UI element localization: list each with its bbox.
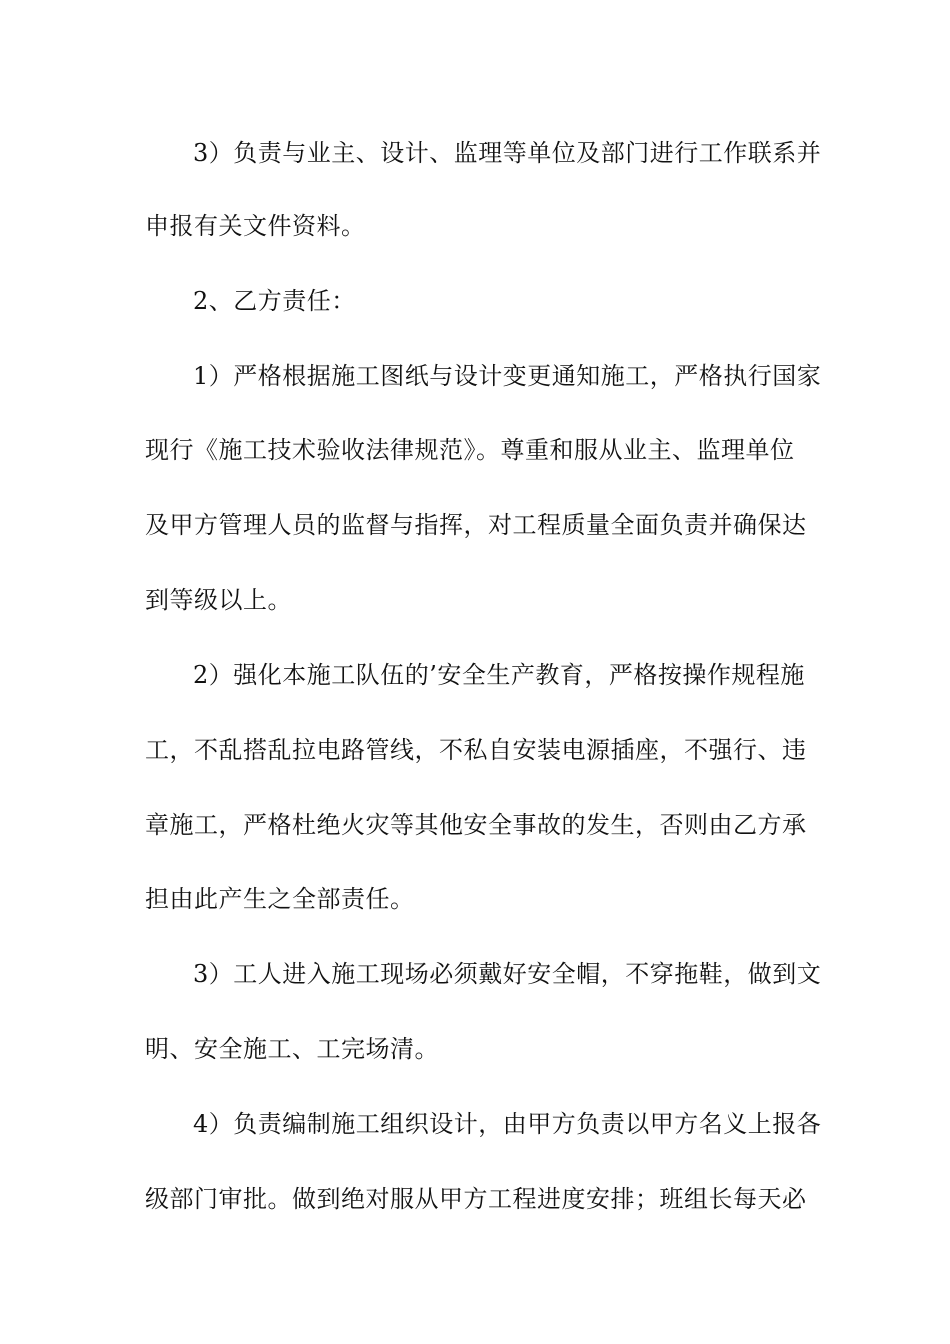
paragraph-line: 到等级以上。: [145, 586, 292, 614]
paragraph-line: 章施工，严格杜绝火灾等其他安全事故的发生，否则由乙方承: [145, 811, 807, 839]
paragraph-line: 担由此产生之全部责任。: [145, 885, 415, 913]
paragraph-line: 现行《施工技术验收法律规范》。尊重和服从业主、监理单位: [145, 436, 795, 464]
paragraph-line: 2）强化本施工队伍的’安全生产教育，严格按操作规程施: [193, 661, 805, 689]
paragraph-line: 级部门审批。做到绝对服从甲方工程进度安排；班组长每天必: [145, 1185, 807, 1213]
paragraph-line: 工，不乱搭乱拉电路管线，不私自安装电源插座，不强行、违: [145, 736, 807, 764]
paragraph-line: 3）负责与业主、设计、监理等单位及部门进行工作联系并: [193, 139, 822, 167]
paragraph-line: 4）负责编制施工组织设计，由甲方负责以甲方名义上报各: [193, 1110, 822, 1138]
paragraph-line: 1）严格根据施工图纸与设计变更通知施工，严格执行国家: [193, 362, 822, 390]
paragraph-line: 明、安全施工、工完场清。: [145, 1035, 439, 1063]
section-heading: 2、乙方责任：: [193, 287, 356, 315]
paragraph-line: 3）工人进入施工现场必须戴好安全帽，不穿拖鞋，做到文: [193, 960, 822, 988]
paragraph-line: 及甲方管理人员的监督与指挥，对工程质量全面负责并确保达: [145, 511, 807, 539]
paragraph-line: 申报有关文件资料。: [145, 212, 366, 240]
